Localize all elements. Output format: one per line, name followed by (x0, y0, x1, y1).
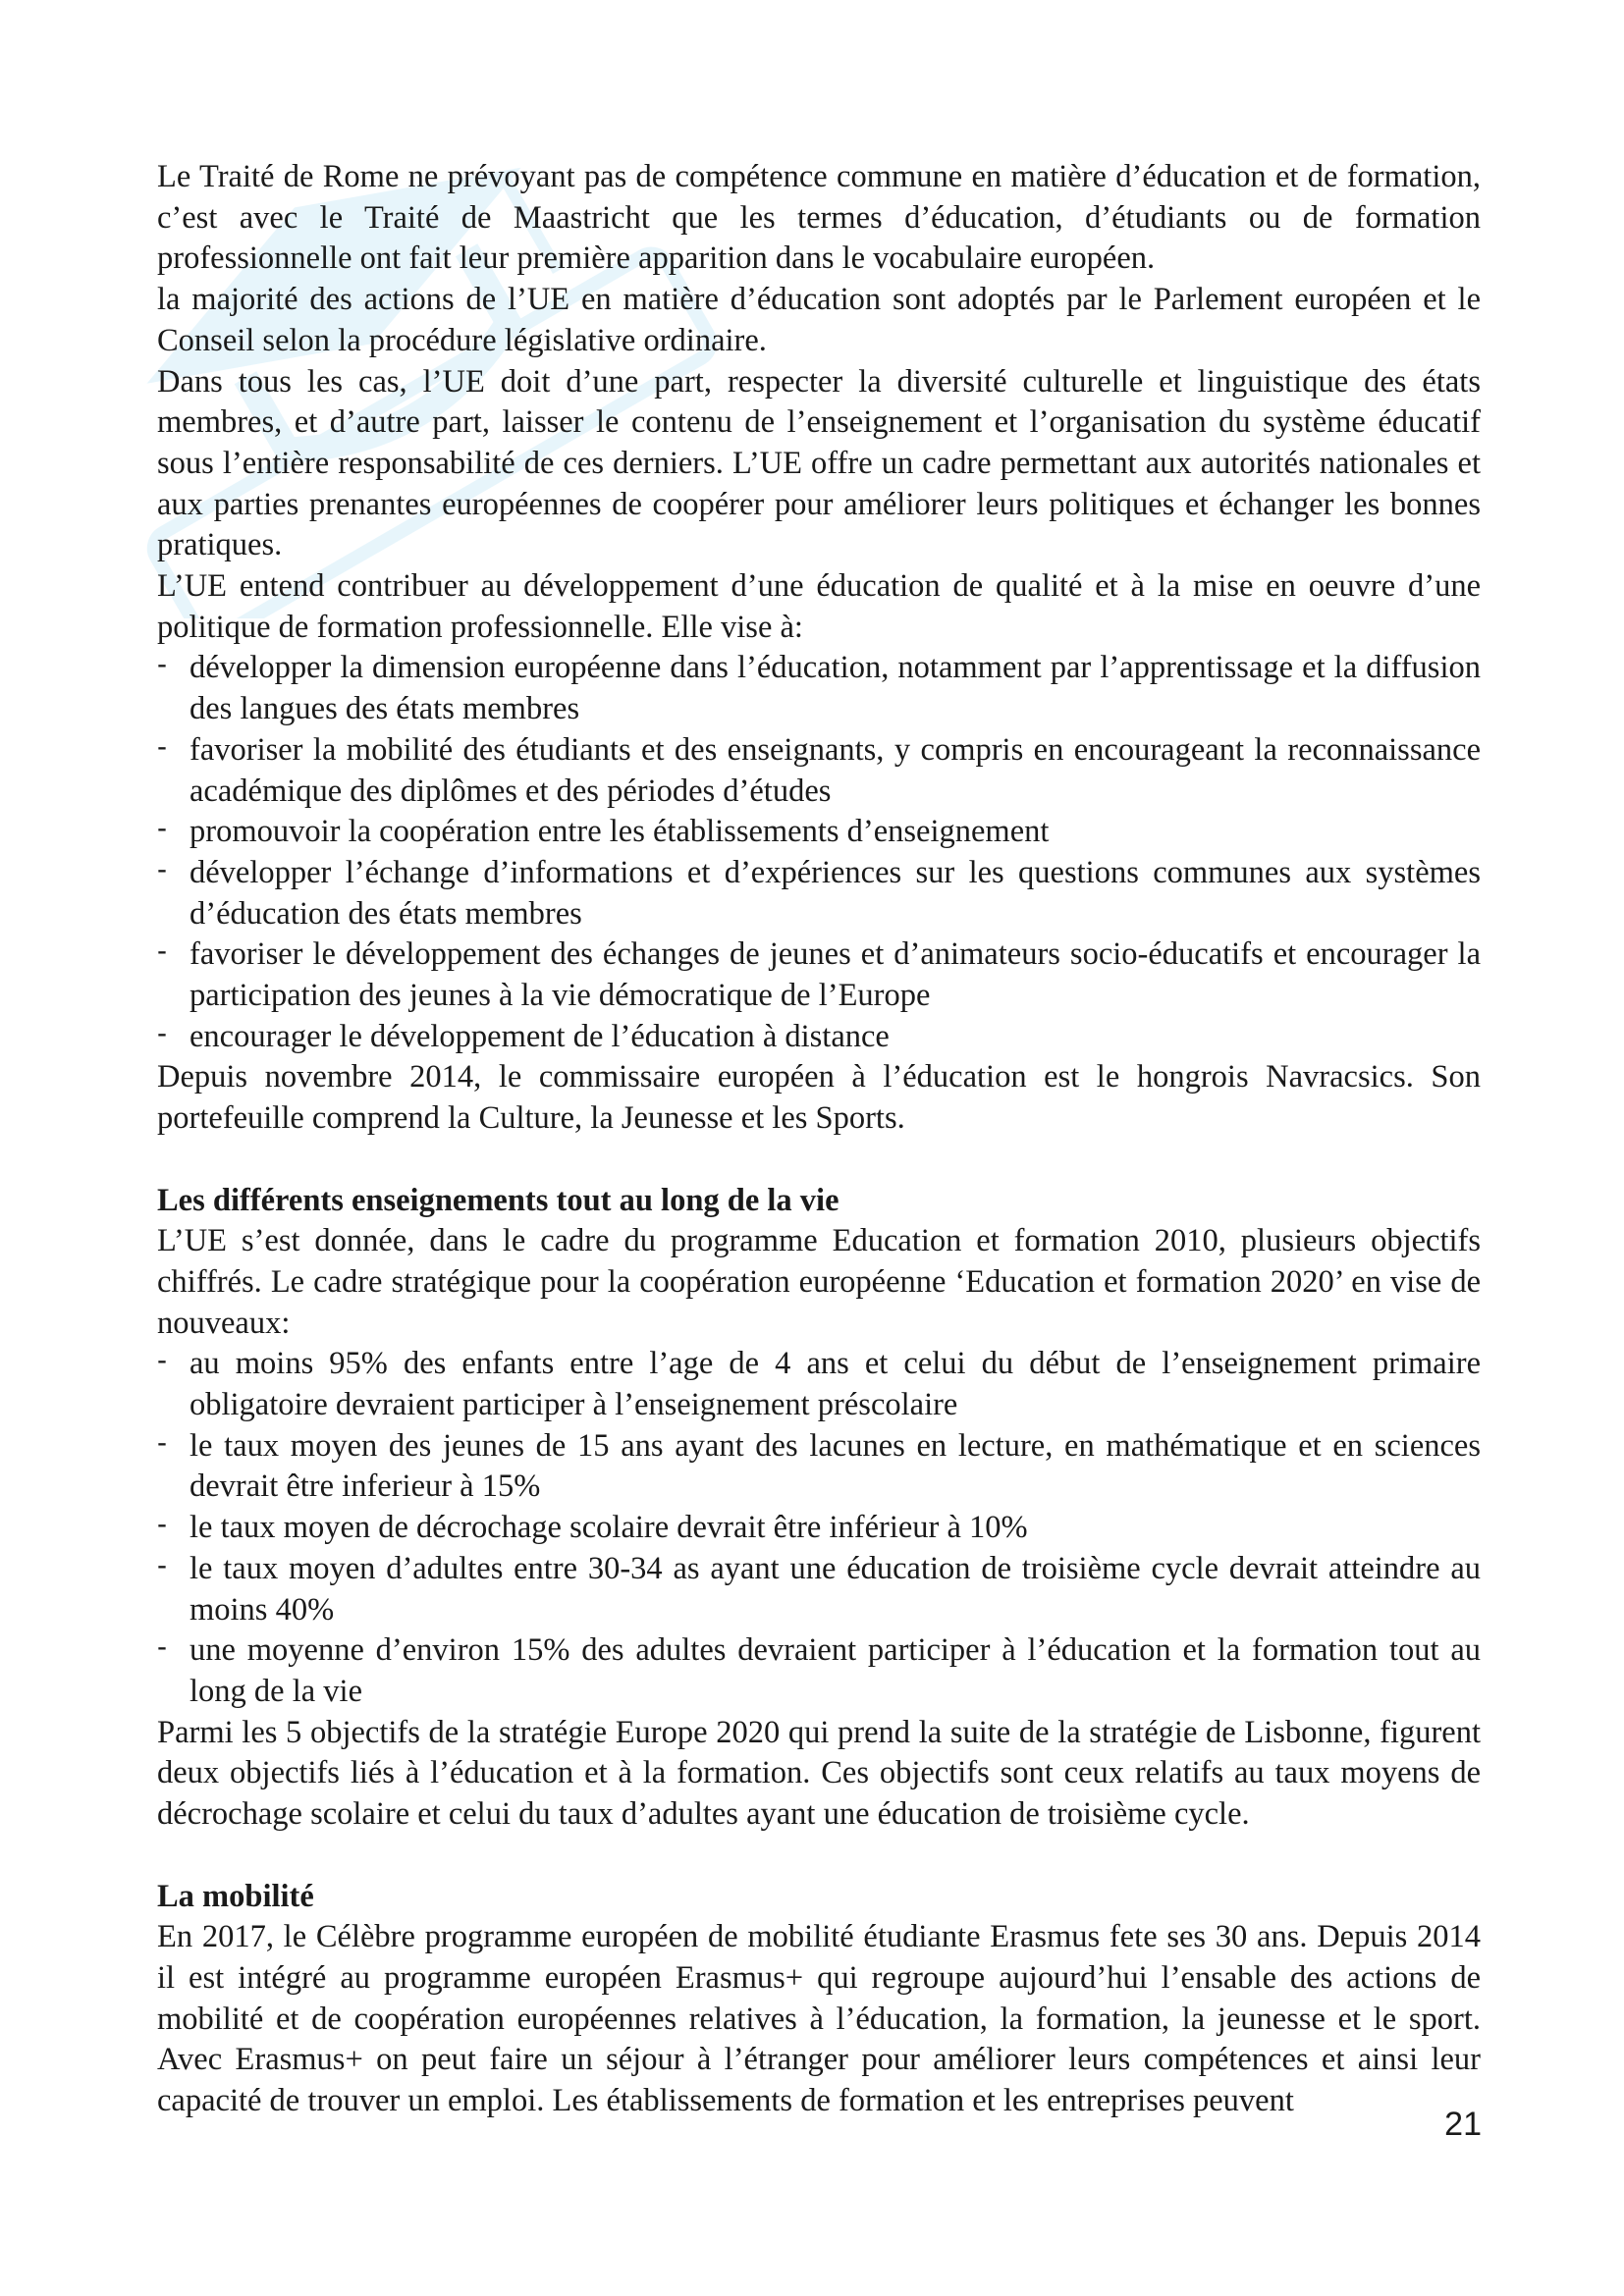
list-item: - développer l’échange d’informations et d’expériences sur les questions communes aux systèmes d’éducation des états membres (157, 853, 1481, 934)
list-item: - favoriser la mobilité des étudiants et des enseignants, y compris en encourageant la reconnaissance académique des diplômes et des périodes d’études (157, 730, 1481, 812)
list-item: - favoriser le développement des échanges de jeunes et d’animateurs socio-éducatifs et encourager la participation des jeunes à la vie démocratique de l’Europe (157, 934, 1481, 1016)
document-body (157, 157, 1481, 2122)
paragraph: Depuis novembre 2014, le commissaire européen à l’éducation est le hongrois Navracsics. Son portefeuille comprend la Culture, la Jeunesse et les Sports. (157, 1059, 1481, 1137)
list-item: - le taux moyen de décrochage scolaire devrait être inférieur à 10% (157, 1508, 1481, 1549)
objectives-list (157, 648, 1481, 1057)
list-item: - promouvoir la coopération entre les établissements d’enseignement (157, 812, 1481, 853)
paragraph: Dans tous les cas, l’UE doit d’une part, respecter la diversité culturelle et linguistique des états membres, et d’autre part, laisser le contenu de l’enseignement et l’organisation du système éducatif sous l’entière responsabilité de ces derniers. L’UE offre un cadre permettant aux autorités nationales et aux parties prenantes européennes de coopérer pour améliorer leurs politiques et échanger les bonnes pratiques. (157, 363, 1481, 563)
list-item: - une moyenne d’environ 15% des adultes devraient participer à l’éducation et la formation tout au long de la vie (157, 1630, 1481, 1712)
section-heading: Les différents enseignements tout au long de la vie (157, 1182, 839, 1218)
paragraph: L’UE s’est donnée, dans le cadre du programme Education et formation 2010, plusieurs objectifs chiffrés. Le cadre stratégique pour la coopération européenne ‘Education et formation 2020’ en vise de nouveaux: (157, 1223, 1481, 1341)
section-heading: La mobilité (157, 1878, 314, 1914)
targets-list (157, 1344, 1481, 1712)
list-item: - développer la dimension européenne dans l’éducation, notamment par l’apprentissage et la diffusion des langues des états membres (157, 648, 1481, 729)
list-item: - le taux moyen d’adultes entre 30-34 as ayant une éducation de troisième cycle devrait atteindre au moins 40% (157, 1549, 1481, 1630)
list-item: - le taux moyen des jeunes de 15 ans ayant des lacunes en lecture, en mathématique et en sciences devrait être inferieur à 15% (157, 1426, 1481, 1508)
paragraph: Parmi les 5 objectifs de la stratégie Europe 2020 qui prend la suite de la stratégie de Lisbonne, figurent deux objectifs liés à l’éducation et à la formation. Ces objectifs sont ceux relatifs au taux moyens de décrochage scolaire et celui du taux d’adultes ayant une éducation de troisième cycle. (157, 1714, 1481, 1833)
paragraph: Le Traité de Rome ne prévoyant pas de compétence commune en matière d’éducation et de formation, c’est avec le Traité de Maastricht que les termes d’éducation, d’étudiants ou de formation professionnelle ont fait leur première apparition dans le vocabulaire européen. (157, 159, 1481, 277)
list-item: - au moins 95% des enfants entre l’age de 4 ans et celui du début de l’enseignement primaire obligatoire devraient participer à l’enseignement préscolaire (157, 1344, 1481, 1425)
paragraph: la majorité des actions de l’UE en matière d’éducation sont adoptés par le Parlement européen et le Conseil selon la procédure législative ordinaire. (157, 282, 1481, 358)
paragraph: L’UE entend contribuer au développement d’une éducation de qualité et à la mise en oeuvre d’une politique de formation professionnelle. Elle vise à: (157, 568, 1481, 645)
page-number: 21 (1444, 2106, 1482, 2143)
paragraph: En 2017, le Célèbre programme européen de mobilité étudiante Erasmus fete ses 30 ans. Depuis 2014 il est intégré au programme européen Erasmus+ qui regroupe aujourd’hui l’ensable des actions de mobilité et de coopération européennes relatives à l’éducation, la formation, la jeunesse et le sport. Avec Erasmus+ on peut faire un séjour à l’étranger pour améliorer leurs compétences et ainsi leur capacité de trouver un emploi. Les établissements de formation et les entreprises peuvent (157, 1919, 1481, 2119)
list-item: - encourager le développement de l’éducation à distance (157, 1017, 1481, 1058)
